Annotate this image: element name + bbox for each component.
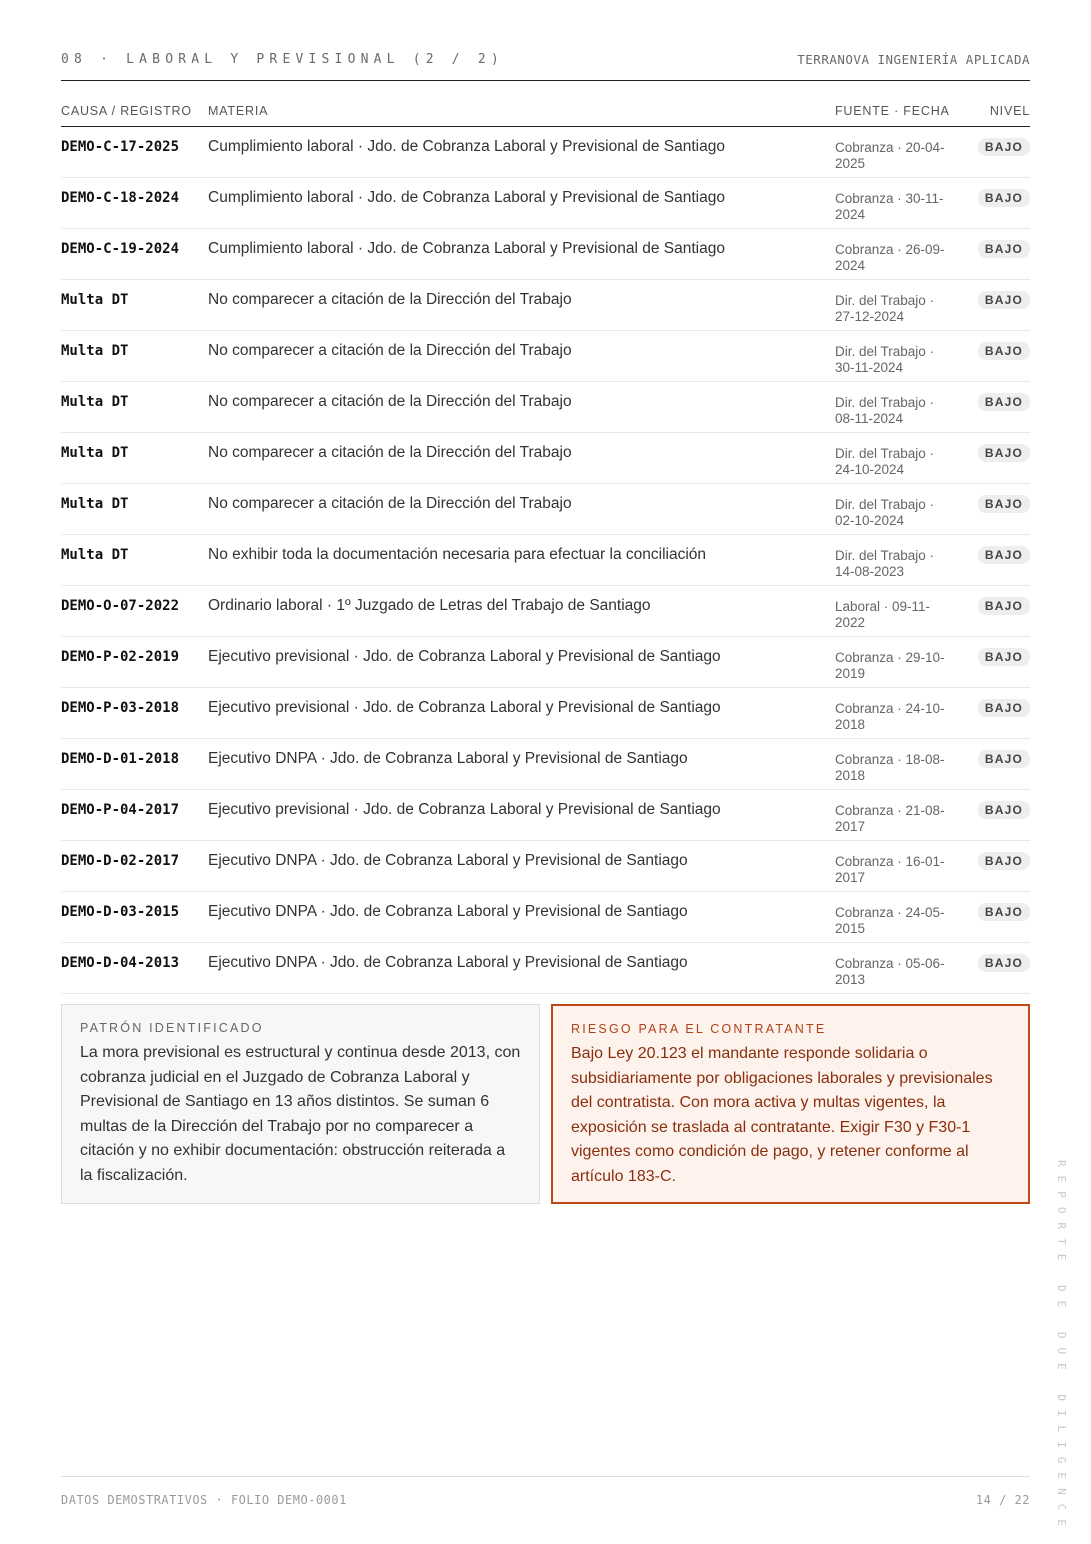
case-fuente-fecha: Cobranza · 26-09-2024: [835, 242, 945, 273]
case-fuente-fecha: Dir. del Trabajo · 08-11-2024: [835, 395, 935, 426]
risk-box: [551, 1004, 1030, 1204]
case-materia: No comparecer a citación de la Dirección del Trabajo: [208, 291, 572, 308]
pattern-text: La mora previsional es estructural y continua desde 2013, con cobranza judicial en el Juzgado de Cobranza Laboral y Previsional de Santiago en 13 años distintos. Se suman 6 multas de la Dirección del Trabajo por no comparecer a citación y no exhibir documentación: obstrucción reiterada a la fiscalización.: [80, 1044, 521, 1184]
case-materia: Ejecutivo DNPA · Jdo. de Cobranza Laboral y Previsional de Santiago: [208, 750, 688, 767]
risk-level-badge: BAJO: [978, 903, 1030, 921]
table-row: [61, 892, 1030, 943]
risk-level-badge: BAJO: [978, 648, 1030, 666]
case-code: DEMO-C-17-2025: [61, 139, 180, 155]
column-header-causa: CAUSA / REGISTRO: [61, 104, 192, 118]
case-fuente-fecha: Cobranza · 05-06-2013: [835, 956, 945, 987]
case-materia: Ejecutivo DNPA · Jdo. de Cobranza Laboral y Previsional de Santiago: [208, 954, 688, 971]
case-fuente-fecha: Dir. del Trabajo · 14-08-2023: [835, 548, 935, 579]
risk-level-badge: BAJO: [978, 342, 1030, 360]
table-row: [61, 739, 1030, 790]
risk-level-badge: BAJO: [978, 852, 1030, 870]
risk-text: Bajo Ley 20.123 el mandante responde solidaria o subsidiariamente por obligaciones laborales y previsionales del contratista. Con mora activa y multas vigentes, la exposición se traslada al contratante. Exigir F30 y F30-1 vigentes como condición de pago, y retener conforme al artículo 183-C.: [571, 1045, 993, 1185]
case-fuente-fecha: Cobranza · 18-08-2018: [835, 752, 945, 783]
company-name: TERRANOVA INGENIERÍA APLICADA: [797, 52, 1030, 67]
table-row: [61, 841, 1030, 892]
case-code: DEMO-P-03-2018: [61, 700, 180, 716]
page-number: 14 / 22: [975, 1493, 1030, 1507]
case-code: DEMO-D-01-2018: [61, 751, 180, 767]
risk-level-badge: BAJO: [978, 546, 1030, 564]
table-row: [61, 178, 1030, 229]
case-materia: Ejecutivo previsional · Jdo. de Cobranza Laboral y Previsional de Santiago: [208, 699, 721, 716]
risk-level-badge: BAJO: [978, 138, 1030, 156]
pattern-box: [61, 1004, 540, 1204]
table-row: [61, 229, 1030, 280]
table-row: [61, 586, 1030, 637]
case-materia: Ejecutivo DNPA · Jdo. de Cobranza Laboral y Previsional de Santiago: [208, 852, 688, 869]
footer-folio: DATOS DEMOSTRATIVOS · FOLIO DEMO-0001: [61, 1493, 347, 1507]
case-materia: Ejecutivo previsional · Jdo. de Cobranza Laboral y Previsional de Santiago: [208, 801, 721, 818]
table-row: [61, 688, 1030, 739]
section-title: 08 · LABORAL Y PREVISIONAL (2 / 2): [61, 52, 504, 67]
case-fuente-fecha: Cobranza · 16-01-2017: [835, 854, 945, 885]
risk-level-badge: BAJO: [978, 954, 1030, 972]
case-fuente-fecha: Dir. del Trabajo · 30-11-2024: [835, 344, 935, 375]
case-code: DEMO-P-04-2017: [61, 802, 180, 818]
case-fuente-fecha: Cobranza · 24-05-2015: [835, 905, 945, 936]
risk-level-badge: BAJO: [978, 495, 1030, 513]
case-materia: Ejecutivo DNPA · Jdo. de Cobranza Laboral y Previsional de Santiago: [208, 903, 688, 920]
case-code: Multa DT: [61, 394, 129, 410]
risk-level-badge: BAJO: [978, 597, 1030, 615]
case-code: Multa DT: [61, 496, 129, 512]
case-fuente-fecha: Dir. del Trabajo · 24-10-2024: [835, 446, 935, 477]
case-table-body: [61, 127, 1030, 994]
case-fuente-fecha: Dir. del Trabajo · 27-12-2024: [835, 293, 935, 324]
case-materia: No exhibir toda la documentación necesaria para efectuar la conciliación: [208, 546, 707, 563]
table-row: [61, 382, 1030, 433]
risk-level-badge: BAJO: [978, 393, 1030, 411]
page-footer: [61, 1476, 1030, 1507]
case-materia: No comparecer a citación de la Dirección del Trabajo: [208, 393, 572, 410]
case-materia: No comparecer a citación de la Dirección del Trabajo: [208, 342, 572, 359]
case-code: DEMO-D-02-2017: [61, 853, 180, 869]
case-code: DEMO-D-03-2015: [61, 904, 180, 920]
pattern-title: PATRÓN IDENTIFICADO: [80, 1021, 264, 1035]
column-header-materia: MATERIA: [208, 104, 269, 118]
case-code: Multa DT: [61, 445, 129, 461]
case-code: DEMO-D-04-2013: [61, 955, 180, 971]
case-code: Multa DT: [61, 547, 129, 563]
case-fuente-fecha: Cobranza · 24-10-2018: [835, 701, 945, 732]
case-code: Multa DT: [61, 343, 129, 359]
case-fuente-fecha: Cobranza · 30-11-2024: [835, 191, 944, 222]
case-fuente-fecha: Cobranza · 20-04-2025: [835, 140, 945, 171]
case-code: DEMO-O-07-2022: [61, 598, 180, 614]
risk-level-badge: BAJO: [978, 240, 1030, 258]
table-row: [61, 790, 1030, 841]
case-materia: Ejecutivo previsional · Jdo. de Cobranza Laboral y Previsional de Santiago: [208, 648, 721, 665]
risk-level-badge: BAJO: [978, 801, 1030, 819]
column-header-nivel: NIVEL: [989, 104, 1030, 118]
case-materia: No comparecer a citación de la Dirección del Trabajo: [208, 495, 572, 512]
case-code: DEMO-P-02-2019: [61, 649, 180, 665]
table-header: [61, 104, 1030, 127]
table-row: [61, 484, 1030, 535]
case-fuente-fecha: Cobranza · 29-10-2019: [835, 650, 945, 681]
case-materia: Ordinario laboral · 1º Juzgado de Letras del Trabajo de Santiago: [208, 597, 651, 614]
risk-title: RIESGO PARA EL CONTRATANTE: [571, 1022, 827, 1036]
page-header: [61, 52, 1030, 81]
report-sidebar-label: REPORTE DE DUE DILIGENCE: [1055, 1160, 1068, 1535]
case-fuente-fecha: Dir. del Trabajo · 02-10-2024: [835, 497, 935, 528]
table-row: [61, 331, 1030, 382]
risk-level-badge: BAJO: [978, 189, 1030, 207]
table-row: [61, 280, 1030, 331]
table-row: [61, 943, 1030, 994]
table-row: [61, 127, 1030, 178]
case-code: DEMO-C-18-2024: [61, 190, 180, 206]
case-materia: No comparecer a citación de la Dirección del Trabajo: [208, 444, 572, 461]
case-materia: Cumplimiento laboral · Jdo. de Cobranza Laboral y Previsional de Santiago: [208, 189, 725, 206]
case-code: DEMO-C-19-2024: [61, 241, 180, 257]
risk-level-badge: BAJO: [978, 699, 1030, 717]
table-row: [61, 433, 1030, 484]
case-fuente-fecha: Laboral · 09-11-2022: [835, 599, 931, 630]
case-code: Multa DT: [61, 292, 129, 308]
risk-level-badge: BAJO: [978, 750, 1030, 768]
table-row: [61, 535, 1030, 586]
table-row: [61, 637, 1030, 688]
case-fuente-fecha: Cobranza · 21-08-2017: [835, 803, 945, 834]
case-materia: Cumplimiento laboral · Jdo. de Cobranza Laboral y Previsional de Santiago: [208, 240, 725, 257]
risk-level-badge: BAJO: [978, 444, 1030, 462]
risk-level-badge: BAJO: [978, 291, 1030, 309]
column-header-fuente: FUENTE · FECHA: [835, 104, 950, 118]
case-materia: Cumplimiento laboral · Jdo. de Cobranza Laboral y Previsional de Santiago: [208, 138, 725, 155]
